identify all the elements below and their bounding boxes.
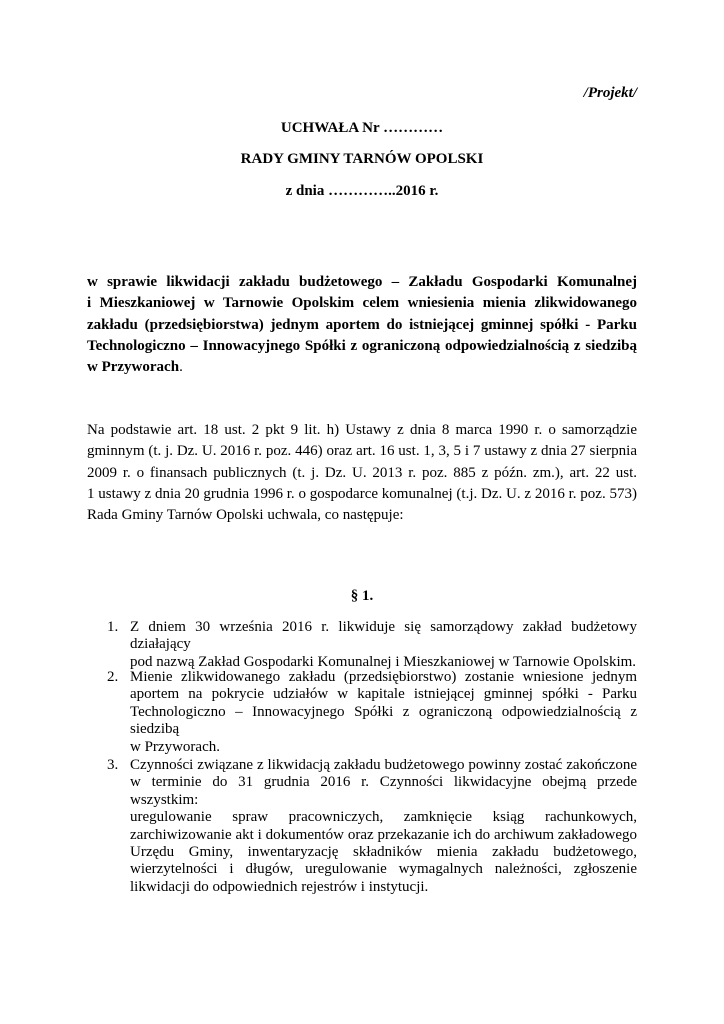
list-item (107, 757, 637, 896)
list-item-line: w terminie do 31 grudnia 2016 r. Czynności likwidacyjne obejmą przede wszystkim: (130, 774, 637, 808)
basis-line: 1 ustawy z dnia 20 grudnia 1996 r. o gospodarce komunalnej (t.j. Dz. U. z 2016 r. poz. 573) (87, 485, 637, 502)
list-item-line: Z dniem 30 września 2016 r. likwiduje się samorządowy zakład budżetowy działający (130, 619, 637, 653)
basis-line: 2009 r. o finansach publicznych (t. j. Dz. U. 2013 r. poz. 885 z późn. zm.), art. 22 ust. (87, 464, 637, 481)
resolution-number: UCHWAŁA Nr ………… (280, 120, 444, 136)
subject-last-line (87, 357, 637, 378)
subject-line: Technologiczno – Innowacyjnego Spółki z ograniczoną odpowiedzialnością z siedzibą (87, 337, 637, 354)
draft-label: /Projekt/ (583, 85, 637, 101)
basis-line: gminnym (t. j. Dz. U. 2016 r. poz. 446) oraz art. 16 ust. 1, 3, 5 i 7 ustawy z dnia 27 sierpnia (87, 443, 637, 460)
subject-line: zakładu (przedsiębiorstwa) jednym aportem do istniejącej gminnej spółki - Parku (87, 316, 637, 333)
list-item (107, 669, 637, 756)
list-item-line: likwidacji do odpowiednich rejestrów i instytucji. (130, 878, 429, 895)
subject-line: w sprawie likwidacji zakładu budżetowego – Zakładu Gospodarki Komunalnej (87, 274, 637, 290)
resolution-date: z dnia …………..2016 r. (285, 183, 439, 199)
basis-line: Na podstawie art. 18 ust. 2 pkt 9 lit. h) Ustawy z dnia 8 marca 1990 r. o samorządzie (87, 422, 637, 438)
resolution-subject (87, 272, 637, 378)
list-item-line: pod nazwą Zakład Gospodarki Komunalnej i Mieszkaniowej w Tarnowie Opolskim. (130, 653, 637, 670)
list-item-line: Czynności związane z likwidacją zakładu budżetowego powinny zostać zakończone (130, 757, 637, 773)
council-name: RADY GMINY TARNÓW OPOLSKI (240, 151, 484, 167)
subject-line: i Mieszkaniowej w Tarnowie Opolskim celem wniesienia mienia zlikwidowanego (87, 295, 637, 312)
section-heading: § 1. (350, 588, 374, 604)
list-item-line: Urzędu Gminy, inwentaryzację składników mienia zakładu budżetowego, (130, 844, 637, 861)
subject-line: w Przyworach (87, 359, 180, 376)
list-item (107, 619, 637, 671)
list-item-line: uregulowanie spraw pracowniczych, zamknięcie ksiąg rachunkowych, (130, 809, 637, 826)
legal-basis (87, 420, 637, 526)
list-item-number: 2. (107, 669, 119, 685)
list-item-line: aportem na pokrycie udziałów w kapitale istniejącej gminnej spółki - Parku (130, 686, 637, 703)
list-item-line: w Przyworach. (130, 738, 220, 755)
list-item-line: Mienie zlikwidowanego zakładu (przedsiębiorstwo) zostanie wniesione jednym (130, 669, 637, 685)
list-item-number: 1. (107, 619, 119, 635)
list-item-line: Technologiczno – Innowacyjnego Spółki z ograniczoną odpowiedzialnością z siedzibą (130, 703, 637, 738)
list-item-number: 3. (107, 757, 119, 773)
subject-end-punctuation: . (179, 359, 183, 376)
list-item-line: zarchiwizowanie akt i dokumentów oraz przekazanie ich do archiwum zakładowego (130, 826, 637, 843)
basis-line: Rada Gminy Tarnów Opolski uchwala, co następuje: (87, 507, 404, 524)
list-item-line: wierzytelności i długów, uregulowanie wymagalnych należności, zgłoszenie (130, 861, 637, 878)
